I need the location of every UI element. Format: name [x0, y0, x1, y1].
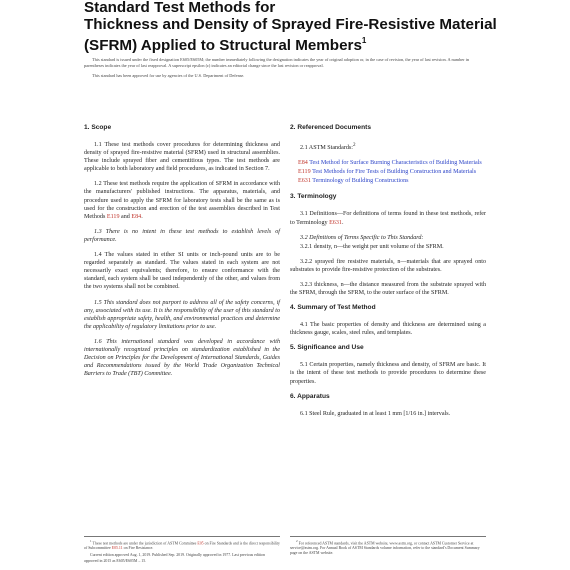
footnote-1-text-c: on Fire Resistance. [123, 546, 154, 551]
paragraph-1-2-text: 1.2 These test methods require the application of SFRM in accordance with the manufacturers' published instructions. The apparatus, materials, and procedure used to apply the SFRM for laboratory tests shall be the same as is used for the construction and erection of the test assemblies described in Test Methods [84, 181, 280, 220]
paragraph-3-2: 3.2 Definitions of Terms Specific to This Standard: [300, 234, 424, 241]
link-ref-e119[interactable]: E119 [298, 169, 311, 176]
paragraph-1-6: 1.6 This international standard was developed in accordance with internationally recognized principles on standardization established in the Decision on Principles for the Development of International Standards, Guides and Recommendations issued by the World Trade Organization Technical Barriers to Trade (TBT) Committee. [84, 338, 280, 378]
astm-footnote-mark: 2 [352, 142, 356, 148]
link-e84[interactable]: E84 [131, 213, 142, 220]
link-ref-e631[interactable]: E631 [298, 178, 311, 185]
reference-e119-title[interactable]: Test Methods for Fire Tests of Building Construction and Materials [312, 169, 477, 176]
left-column [84, 120, 280, 385]
footnotes-right [290, 536, 486, 559]
astm-standards-text: 2.1 ASTM Standards: [300, 145, 353, 152]
title-line-3 [84, 33, 504, 55]
reference-e631 [298, 177, 486, 185]
section-heading-referenced-documents: 2. Referenced Documents [290, 124, 371, 131]
dod-approval-note: This standard has been approved for use by agencies of the U.S. Department of Defense. [92, 72, 245, 78]
link-ref-e84[interactable]: E84 [298, 160, 308, 167]
paragraph-1-2: 1.2 These test methods require the application of SFRM in accordance with the manufacturers' published instructions. The apparatus, materials, and procedure used to apply the SFRM for laboratory tests shall be the same as is used for the construction and erection of the test assemblies described in Test Methods E119 and E84. [84, 181, 280, 220]
footnotes-left [84, 536, 280, 566]
footnote-1-text-a: These test methods are under the jurisdiction of ASTM Committee [92, 541, 197, 546]
reference-e84 [298, 159, 486, 167]
paragraph-3-2-2: 3.2.2 sprayed fire resistive materials, n—materials that are sprayed onto substrates to provide fire-resistive protection of the substrates. [290, 258, 486, 273]
link-subcommittee-e05-11[interactable]: E05.11 [111, 546, 123, 551]
reference-e119 [298, 168, 486, 176]
right-column [290, 120, 486, 425]
paragraph-4-1: 4.1 The basic properties of density and thickness are determined using a thickness gauge, scales, steel rules, and templates. [290, 322, 486, 337]
section-heading-significance: 5. Significance and Use [290, 344, 364, 352]
paragraph-1-5: 1.5 This standard does not purport to address all of the safety concerns, if any, associated with its use. It is the responsibility of the user of this standard to establish appropriate safety, health, and environmental practices and determine the applicability of regulatory limitations prior to use. [84, 299, 280, 330]
section-heading-summary: 4. Summary of Test Method [290, 304, 376, 312]
title-line-2: Thickness and Density of Sprayed Fire-Resistive Material [84, 15, 497, 33]
document-title [84, 0, 504, 55]
paragraph-1-4: 1.4 The values stated in either SI units or inch-pound units are to be regarded separately as standard. The values stated in each system are not necessarily exact equivalents; therefore, to ensure conformance with the standard, each system shall be used independently of the other, and values from the two systems shall not be combined. [84, 252, 280, 291]
title-line-1: Standard Test Methods for [84, 0, 276, 16]
paragraph-3-1-text: 3.1 Definitions—For definitions of terms found in these test methods, refer to Terminology [290, 211, 486, 226]
paragraph-5-1: 5.1 Certain properties, namely thickness and density, of SFRM are basic. It is the intent of these test methods to provide procedures to determine these properties. [290, 362, 486, 385]
paragraph-6-1: 6.1 Steel Rule, graduated in at least 1 mm [1/16 in.] intervals. [300, 410, 451, 417]
link-e631[interactable]: E631 [329, 219, 342, 226]
title-footnote-mark: 1 [361, 36, 367, 45]
paragraph-1-2-and: and [121, 213, 130, 220]
paragraph-3-1: 3.1 Definitions—For definitions of terms found in these test methods, refer to Terminology E631. [290, 211, 486, 226]
footnote-2-text: For referenced ASTM standards, visit the ASTM website, www.astm.org, or contact ASTM Customer Service at service@astm.org. For Annual Book of ASTM Standards volume information, refer to the standard's Document Summary page on the ASTM website. [290, 541, 480, 556]
reference-e84-title[interactable]: Test Method for Surface Burning Characteristics of Building Materials [309, 160, 482, 167]
title-line-3-text: (SFRM) Applied to Structural Members [84, 37, 362, 54]
footnote-2: $^2$ For referenced ASTM standards, visit the ASTM website, www.astm.org, or contact ASTM Customer Service at service@astm.org. For Annual Book of ASTM Standards volume information, refer to the standard's Document Summary page on the ASTM website. [290, 539, 480, 556]
footnote-edition: Current edition approved Aug. 1, 2019. Published Sep. 2019. Originally approved in 1977. Last previous edition approved in 2015 as E605/E605M – 15. [84, 553, 265, 563]
preamble [84, 57, 480, 83]
link-committee-e05[interactable]: E05 [197, 541, 204, 546]
paragraph-1-1: 1.1 These test methods cover procedures for determining thickness and density of sprayed fire-resistive material (SFRM) used in structural assemblies. These include sprayed fiber and cementitious types. The test methods are applicable to both laboratory and field procedures, as indicated in Section 7. [84, 142, 280, 173]
link-e119[interactable]: E119 [106, 213, 120, 220]
footnote-1: $^1$ These test methods are under the jurisdiction of ASTM Committee E05 on Fire Standards and is the direct responsibility of Subcommittee E05.11 on Fire Resistance. [84, 539, 280, 551]
section-heading-scope: 1. Scope [84, 124, 112, 131]
paragraph-3-2-3: 3.2.3 thickness, n—the distance measured from the substrate sprayed with the SFRM, through the SFRM, to the outer surface of the SFRM. [290, 281, 486, 297]
astm-standards-line [290, 141, 486, 152]
paragraph-3-2-1: 3.2.1 density, n—the weight per unit volume of the SFRM. [300, 243, 444, 250]
designation-note: This standard is issued under the fixed designation E605/E605M; the number immediately following the designation indicates the year of original adoption or, in the case of revision, the year of last revision. A number in parentheses indicates the year of last reapproval. A superscript epsilon (ε) indicates an editorial change since the last revision or reapproval. [84, 57, 470, 68]
paragraph-1-3: 1.3 There is no intent in these test methods to establish levels of performance. [84, 228, 280, 243]
section-heading-apparatus: 6. Apparatus [290, 392, 330, 400]
reference-e631-title[interactable]: Terminology of Building Constructions [312, 178, 409, 185]
footnote-1-text-b: on Fire Standards and is the direct responsibility of Subcommittee [84, 541, 280, 551]
section-heading-terminology: 3. Terminology [290, 193, 337, 201]
